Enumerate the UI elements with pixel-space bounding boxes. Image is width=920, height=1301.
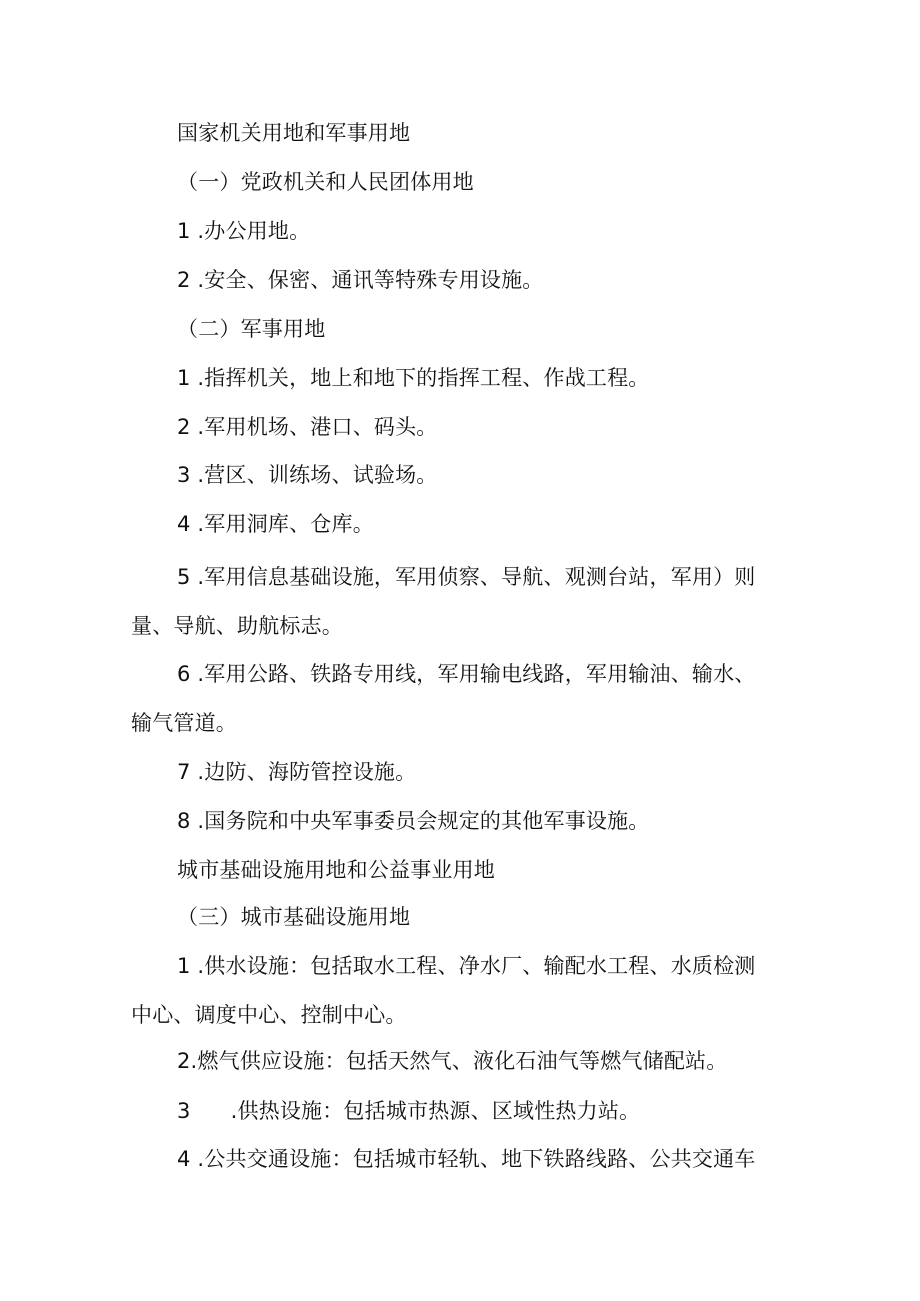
list-item: 5 .军用信息基础设施，军用侦察、导航、观测台站，军用）则: [177, 565, 756, 589]
list-item: 4 .公共交通设施：包括城市轻轨、地下铁路线路、公共交通车: [177, 1147, 756, 1171]
list-item: 1 .指挥机关，地上和地下的指挥工程、作战工程。: [177, 366, 650, 390]
list-item: 6 .军用公路、铁路专用线，军用输电线路，军用输油、输水、: [177, 662, 756, 686]
list-item: 1 .办公用地。: [177, 219, 311, 243]
list-item-number: 3: [177, 1099, 191, 1123]
list-item: 7 .边防、海防管控设施。: [177, 760, 417, 784]
list-item: 1 .供水设施：包括取水工程、净水厂、输配水工程、水质检测: [177, 954, 756, 978]
section-party-government-land: （一）党政机关和人民团体用地: [177, 170, 474, 194]
list-item: [177, 1097, 640, 1125]
list-item: 2.燃气供应设施：包括天然气、液化石油气等燃气储配站。: [177, 1049, 728, 1073]
list-item-continuation: 中心、调度中心、控制中心。: [131, 1003, 407, 1027]
list-item: 3 .营区、训练场、试验场。: [177, 463, 438, 487]
list-item: 4 .军用洞库、仓库。: [177, 512, 374, 536]
heading-state-military-land: 国家机关用地和军事用地: [177, 121, 411, 145]
list-item: 8 .国务院和中央军事委员会规定的其他军事设施。: [177, 809, 650, 833]
list-item: 2 .军用机场、港口、码头。: [177, 415, 438, 439]
section-urban-infrastructure: （三）城市基础设施用地: [177, 905, 411, 929]
list-item-continuation: 输气管道。: [131, 711, 237, 735]
heading-urban-infrastructure-land: 城市基础设施用地和公益事业用地: [177, 858, 495, 882]
section-military-land: （二）军事用地: [177, 317, 326, 341]
list-item-continuation: 量、导航、助航标志。: [131, 614, 343, 638]
list-item-text: .供热设施：包括城市热源、区域性热力站。: [230, 1099, 641, 1123]
list-item: 2 .安全、保密、通讯等特殊专用设施。: [177, 268, 544, 292]
